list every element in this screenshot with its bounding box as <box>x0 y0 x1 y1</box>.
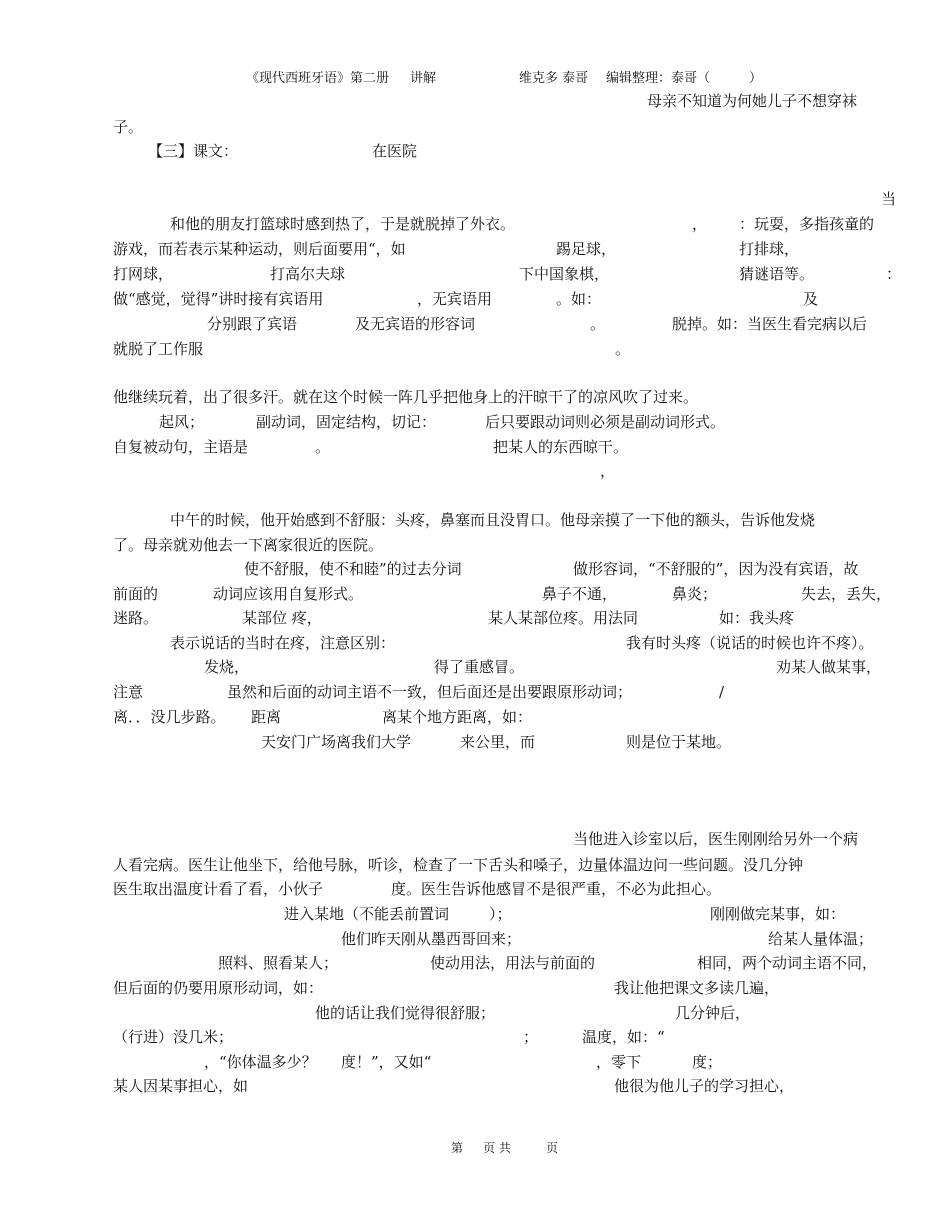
text-line: 打排球， <box>739 240 800 258</box>
text-line: （行进）没几米； <box>113 1028 234 1046</box>
text-line: 离某个地方距离，如： <box>382 708 533 726</box>
lesson-title: 在医院 <box>372 142 418 160</box>
text-line: 下中国象棋， <box>519 265 610 283</box>
text-line: 就脱了工作服 <box>113 340 204 358</box>
text-line: 刚刚做完某事，如： <box>710 905 846 923</box>
text-line: 他很为他儿子的学习担心， <box>614 1077 795 1095</box>
text-line: 距离 <box>251 708 282 726</box>
header-authors: 维克多 泰哥 <box>519 71 589 86</box>
text-line: 鼻子不通， <box>542 585 618 603</box>
text-line: 母亲不知道为何她儿子不想穿袜 <box>647 92 858 110</box>
text-line: 度； <box>692 1053 723 1071</box>
text-line: 打高尔夫球 <box>270 265 346 283</box>
text-line: 及无宾语的形容词 <box>355 315 476 333</box>
text-line: 当他进入诊室以后，医生刚刚给另外一个病 <box>573 830 859 848</box>
text-line: 把某人的东西晾干。 <box>493 438 629 456</box>
text-line: 使不舒服，使不和睦”的过去分词 <box>244 560 462 578</box>
text-line: ； <box>523 1028 539 1046</box>
text-line: 进入某地（不能丢前置词 <box>284 905 450 923</box>
text-line: 天安门广场离我们大学 <box>261 733 412 751</box>
text-line: 和他的朋友打篮球时感到热了，于是就脱掉了外衣。 <box>170 215 516 233</box>
text-line: 。 <box>315 438 331 456</box>
text-line: 。如： <box>556 290 602 308</box>
text-line: ， <box>600 462 616 480</box>
text-line: 。 <box>590 315 606 333</box>
text-line: ，“你体温多少？ <box>204 1053 317 1071</box>
text-line: 后只要跟动词则必须是副动词形式。 <box>485 413 726 431</box>
text-line: 度。医生告诉他感冒不是很严重，不必为此担心。 <box>391 880 722 898</box>
text-line: 某人某部位疼。用法同 <box>488 609 639 627</box>
text-line: 某部位 疼， <box>242 609 322 627</box>
text-line: 医生取出温度计看了看，小伙子 <box>113 880 324 898</box>
text-line: 度！”，又如“ <box>341 1053 432 1071</box>
text-line: 离．．没几步路。 <box>113 708 226 726</box>
text-line: 迷路。 <box>113 609 159 627</box>
footer-total-label: 页 共 <box>483 1141 511 1155</box>
text-line: 我有时头疼（说话的时候也许不疼）。 <box>626 634 874 652</box>
text-line: 做形容词，“不舒服的”，因为没有宾语，故 <box>573 560 859 578</box>
text-line: 他继续玩着，出了很多汗。就在这个时候一阵几乎把他身上的汗晾干了的凉风吹了过来。 <box>113 388 699 406</box>
text-line: 起风； <box>159 413 205 431</box>
text-line: 来公里，而 <box>460 733 536 751</box>
text-line: 当 <box>881 190 897 208</box>
text-line: ，无宾语用 <box>417 290 493 308</box>
text-line: 人看完病。医生让他坐下，给他号脉，听诊，检查了一下舌头和嗓子，边量体温边问一些问题。没几分钟 <box>113 856 804 874</box>
text-line: ）； <box>489 905 512 923</box>
text-line: 注意 <box>113 683 144 701</box>
text-line: 给某人量体温； <box>768 930 874 948</box>
text-line: ，零下 <box>596 1053 642 1071</box>
header-editor: 编辑整理：泰哥（ ） <box>606 71 763 86</box>
text-line: 劝某人做某事， <box>776 658 882 676</box>
text-line: ： <box>886 265 902 283</box>
footer-page-suffix: 页 <box>546 1141 559 1155</box>
text-line: 他们昨天刚从墨西哥回来； <box>341 930 522 948</box>
text-line: 子。 <box>113 118 144 136</box>
footer-page-label: 第 <box>451 1141 464 1155</box>
text-line: ， <box>692 215 708 233</box>
text-line: 动词应该用自复形式。 <box>213 585 364 603</box>
text-line: 副动词，固定结构，切记： <box>256 413 437 431</box>
text-line: 中午的时候，他开始感到不舒服：头疼，鼻塞而且没胃口。他母亲摸了一下他的额头，告诉他发烧 <box>170 511 816 529</box>
text-line: 相同，两个动词主语不同， <box>697 954 878 972</box>
text-line: 他的话让我们觉得很舒服； <box>315 1004 496 1022</box>
text-line: 打网球， <box>113 265 174 283</box>
text-line: 我让他把课文多读几遍， <box>614 979 780 997</box>
text-line: ：玩耍，多指孩童的 <box>739 215 875 233</box>
text-line: 前面的 <box>113 585 159 603</box>
text-line: 踢足球， <box>556 240 617 258</box>
text-line: 得了重感冒。 <box>434 658 525 676</box>
text-line: 则是位于某地。 <box>626 733 732 751</box>
text-line: 虽然和后面的动词主语不一致，但后面还是出要跟原形动词； <box>227 683 633 701</box>
text-line: / <box>719 683 725 701</box>
header-lecture: 讲解 <box>410 71 437 86</box>
text-line: 。 <box>615 340 631 358</box>
text-line: 分别跟了宾语 <box>207 315 298 333</box>
text-line: 猜谜语等。 <box>739 265 815 283</box>
text-line: 了。母亲就劝他去一下离家很近的医院。 <box>113 536 384 554</box>
text-line: 但后面的仍要用原形动词，如： <box>113 979 324 997</box>
text-line: 某人因某事担心，如 <box>113 1077 249 1095</box>
text-line: 照料、照看某人； <box>218 954 339 972</box>
text-line: 温度，如：“ <box>582 1028 665 1046</box>
text-line: 如：我头疼 <box>719 609 795 627</box>
text-line: 使动用法，用法与前面的 <box>430 954 596 972</box>
header-book-title: 《现代西班牙语》第二册 <box>246 71 390 86</box>
section-heading: 【三】课文： <box>148 142 239 160</box>
text-line: 失去，丢失， <box>801 585 892 603</box>
text-line: 鼻炎； <box>672 585 718 603</box>
text-line: 脱掉。如：当医生看完病以后 <box>672 315 868 333</box>
text-line: 做“感觉，觉得”讲时接有宾语用 <box>113 290 324 308</box>
text-line: 及 <box>803 290 819 308</box>
text-line: 表示说话的当时在疼，注意区别： <box>170 634 396 652</box>
text-line: 自复被动句，主语是 <box>113 438 249 456</box>
text-line: 几分钟后， <box>675 1004 751 1022</box>
text-line: 发烧， <box>204 658 250 676</box>
text-line: 游戏，而若表示某种运动，则后面要用“，如 <box>113 240 406 258</box>
